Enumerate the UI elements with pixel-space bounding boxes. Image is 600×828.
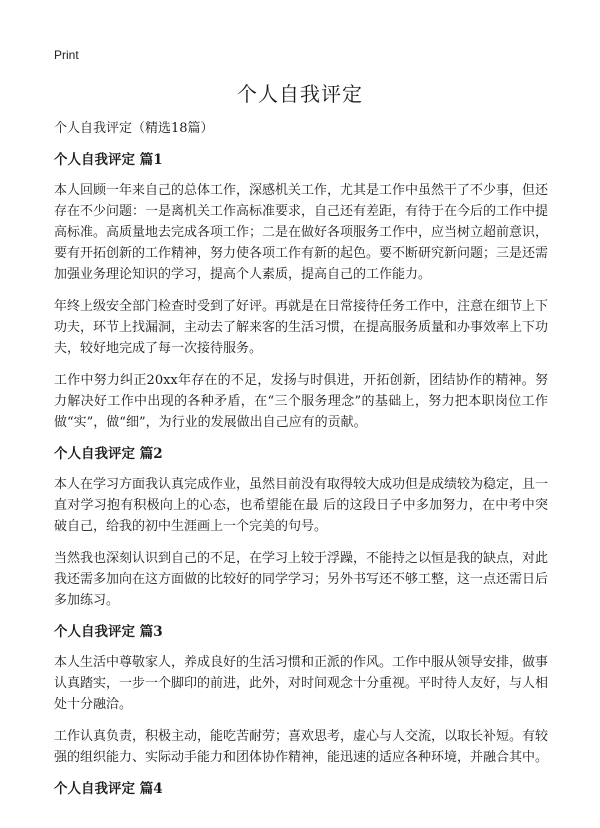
document-subtitle: 个人自我评定（精选18篇） xyxy=(54,121,214,136)
paragraph: 年终上级安全部门检查时受到了好评。再就是在日常接待任务工作中，注意在细节上下功夫，环节上找漏洞，主动去了解来客的生活习惯，在提高服务质量和办事效率上下功夫，较好地完成了每一次接待服务。 xyxy=(54,299,549,356)
section-3 xyxy=(54,622,548,768)
paragraph: 当然我也深刻认识到自己的不足，在学习上较于浮躁，不能持之以恒是我的缺点，对此我还需多加向在这方面做的比较好的同学学习；另外书写还不够工整，这一点还需日后多加练习。 xyxy=(54,551,549,608)
paragraph: 本人回顾一年来自己的总体工作，深感机关工作，尤其是工作中虽然干了不少事，但还存在不少问题：一是离机关工作高标准要求，自己还有差距，有待于在今后的工作中提高标准。高质量地去完成各项工作；二是在做好各项服务工作中，应当树立超前意识，要有开拓创新的工作精神，努力使各项工作有新的起色。要不断研究新问题；三是还需加强业务理论知识的学习，提高个人素质，提高自己的工作能力。 xyxy=(54,183,549,282)
section-4 xyxy=(54,779,548,799)
print-link[interactable]: Print xyxy=(54,48,79,62)
paragraph: 本人在学习方面我认真完成作业，虽然目前没有取得较大成功但是成绩较为稳定，且一直对学习抱有积极向上的心态，也希望能在最 后的这段日子中多加努力，在中考中突破自己，给我的初中生涯画上一个完美的句号。 xyxy=(54,477,549,534)
section-2 xyxy=(54,444,548,611)
section-1 xyxy=(54,150,548,433)
section-heading: 个人自我评定 篇4 xyxy=(54,781,163,797)
paragraph: 本人生活中尊敬家人，养成良好的生活习惯和正派的作风。工作中服从领导安排，做事认真踏实，一步一个脚印的前进，此外，对时间观念十分重视。平时待人友好，与人相处十分融洽。 xyxy=(54,655,549,712)
document-body xyxy=(54,119,548,809)
paragraph: 工作中努力纠正20xx年存在的不足，发扬与时俱进，开拓创新，团结协作的精神。努力解决好工作中出现的各种矛盾，在“三个服务理念”的基础上，努力把本职岗位工作做“实”，做“细”，为行业的发展做出自己应有的贡献。 xyxy=(54,373,548,430)
section-heading: 个人自我评定 篇3 xyxy=(54,624,163,640)
section-heading: 个人自我评定 篇1 xyxy=(54,152,163,168)
section-heading: 个人自我评定 篇2 xyxy=(54,446,163,462)
document-title: 个人自我评定 xyxy=(237,82,363,106)
paragraph: 工作认真负责，积极主动，能吃苦耐劳；喜欢思考，虚心与人交流，以取长补短。有较强的组织能力、实际动手能力和团体协作精神，能迅速的适应各种环境，并融合其中。 xyxy=(54,729,549,765)
